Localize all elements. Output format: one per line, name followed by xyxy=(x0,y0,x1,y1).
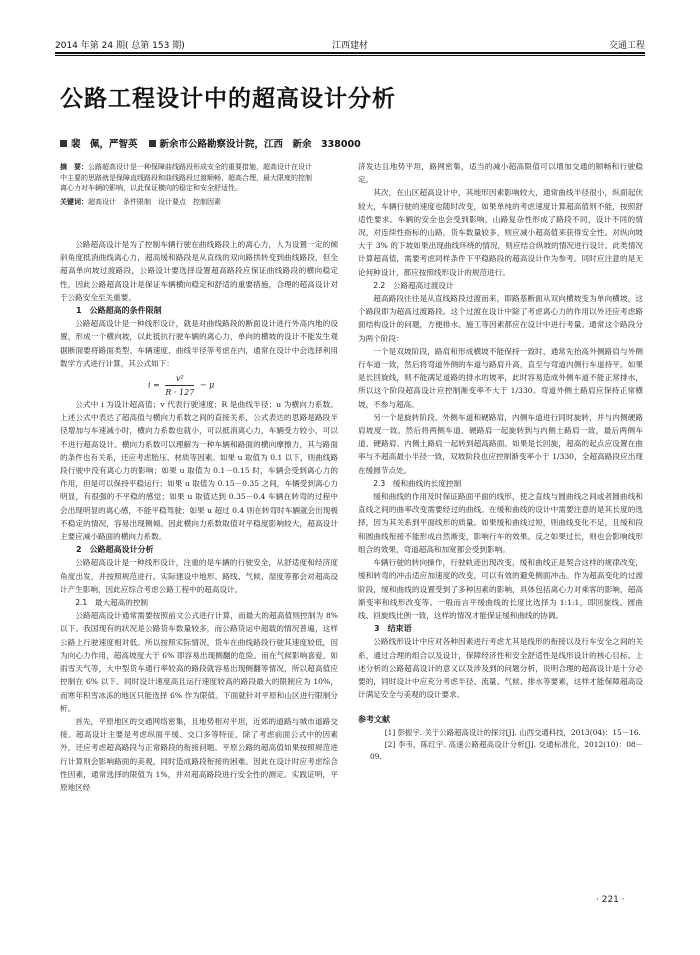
formula-block xyxy=(60,370,338,398)
formula-lhs: i = xyxy=(148,380,160,390)
author-names: 裴 佩，严智英 xyxy=(71,139,138,150)
section-heading: 2 公路超高设计分析 xyxy=(76,545,154,555)
paragraph: 公路超高设计是为了控制车辆行驶在曲线路段上的离心力，人为设置一定的倾斜角度抵消曲线离心力，超高缓和路段是从直线的双向路拱转变到曲线路段，但全超高单向坡过渡路段，公路设计要选择设置超高路段应保证曲线路段的横向稳定性，因此公路超高设计是保证车辆横向稳定和舒适的重要措施，合理的超高设计对于公路安全至关重要。 xyxy=(60,240,338,302)
keywords-label: 关键词： xyxy=(60,197,88,206)
header-journal: 江西建材 xyxy=(331,41,368,51)
subsection-heading: 2.1 最大超高的控制 xyxy=(75,598,149,608)
running-header xyxy=(55,38,645,52)
paragraph: 其次，在山区超高设计中，其地形因素影响较大，通常曲线半径很小，纵面起伏较大，车辆行驶的速度也随时改变，如果单纯的考虑速度计算超高值则不能，按照舒适性要求。车辆的安全也会受到影响。山路复杂性形成了路段不同，设计不同的情况，对连续性指标的山路，货车数量较多，则应减小超高值来获得安全性。对纵向坡大于 3% 的下坡如果出现曲线环绕的情况，则应结合纵坡的情况进行设计。此类情况计算超高值，需要考虑同样条件下平稳路段的超高设计作为参考。同时应注意的是无论何种设计，都应按照线形设计的规范进行。 xyxy=(358,188,643,277)
paragraph: 一个是双坡阶段，路肩和形成横坡不能保持一致时，通常先抬高外侧路肩与外侧行车道一致，然后将弯道外侧的车道与路肩升高，直至与弯道内侧行车道持平。如果是长回旋线，则不能满足道路的排水的坡率，此时容易造成外侧车道不能正常排水，所以这个阶段超高设计应控制渐变率不大于 1/330。弯道外侧土路肩应保持正常横坡，不参与超高。 xyxy=(358,346,643,409)
abstract-label: 摘 要： xyxy=(60,163,88,171)
subsection-heading: 2.2 公路超高过渡设计 xyxy=(373,280,454,290)
section-heading: 1 公路超高的条件限制 xyxy=(76,306,162,316)
reference-item: [1] 彭振宇. 关于公路超高设计的探讨[J]. 山西交通科技，2013(04)：15－16. xyxy=(384,727,641,737)
paragraph: 缓和曲线的作用及时保证路面平面的线形，使之直线与圆曲线之间或者圆曲线和直线之间的曲率改变需要经过的曲线。在缓和曲线的设计中需要注意的是其长度的选择，因为其关系到平面线形的质量。如果缓和曲线过短，则曲线变化不足，且缓和段和圆曲线衔接不能形成自然渐变，影响行车的效果。反之如果过长，则也会影响线形组合的效果，弯道超高和加宽都会受到影响。 xyxy=(358,492,643,554)
header-rule-thin xyxy=(55,55,645,56)
header-section: 交通工程 xyxy=(608,41,645,51)
formula-denominator: R · 127 xyxy=(165,388,195,398)
keywords-text: 超高设计 条件限制 设计要点 控制因素 xyxy=(88,197,221,206)
paragraph: 济发达且地势平坦，路网密集，适当的减小超高限值可以增加交通的顺畅和行驶稳定。 xyxy=(358,162,643,185)
paragraph: 超高路段往往是从直线路段过渡而来，即路基断面从双向横坡变为单向横坡，这个路段即为超高过渡路段。这个过渡在设计中除了考虑离心力的作用以外还应考虑路面结构设计的问题，方便排水、施工等因素都应在设计中进行考量。通常这个路段分为两个阶段： xyxy=(358,294,643,343)
formula-numerator: v² xyxy=(165,372,194,386)
paragraph: 公路超高设计通常需要按照前文公式进行计算，而最大的超高值则控制为 8% 以下。我国现有的状况是公路货车数量较多，而公路货运中超载的情况普遍，这样公路上行驶速度相对低。所以按照实际情况，货车在曲线路段行驶其速度较低，因为向心力作用，超高坡度大于 6% 即容易出现侧翻的危险。而在气候影响喜爱，如雨雪天气等，大中型货车通行率较高的路段就容易出现侧翻等情况，所以超高值应控制在 6% 以下。同时设计速度高且运行速度较高的路段最大的限制应为 10%，而寒年积雪冰冻的地区只能选择 6% 作为限值。下面就针对平原和山区进行限制分析。 xyxy=(60,611,338,713)
square-bullet-icon xyxy=(149,140,156,147)
author-line xyxy=(60,136,361,150)
page-number: · 221 · xyxy=(596,895,625,905)
formula xyxy=(148,372,214,399)
paragraph: 另一个是旋转阶段。外侧车道和硬路肩，内侧车道进行同时旋转，并与内侧硬路肩坡度一致。然后将两侧车道、硬路肩一起旋转到与内侧土路肩一致，最后两侧车道、硬路肩、内侧土路肩一起转到超高路面。如果是长回旋，超高的起点应设置在曲率与不超高最小半径一致，双坡阶段也应控制渐变率小于 1/330，全超高路段应出现在缓圆节点处。 xyxy=(358,412,643,475)
abstract-block xyxy=(60,162,318,207)
author-affiliation: 新余市公路勘察设计院，江西 新余 338000 xyxy=(159,139,361,150)
section-heading: 3 结束语 xyxy=(374,624,412,634)
references-heading: 参考文献 xyxy=(358,715,390,725)
reference-item: [2] 李韦，陈红宇. 高速公路超高设计分析[J]. 交通标准化，2012(10)：08－09. xyxy=(370,739,643,761)
paragraph: 公路超高设计是一种线形设计，注重的是车辆的行驶安全，从舒适度和经济度角度出发，并按照规范进行。实际建设中地形、路线、气候、湿度等都会对超高设计产生影响，因此应综合考虑公路工程中的超高设计。 xyxy=(60,558,338,594)
abstract-text: 公路超高设计是一种保障曲线路段形成安全的重要措施，超高设计在设计中主要的思路就是保障直线路段和曲线路段过渡顺畅，超高合理，最大限度的控制离心力对车辆的影响，以此保证横向的稳定和安全舒适性。 xyxy=(60,163,312,192)
paragraph: 车辆行驶的转向操作，行驶轨迹出现改变，缓和曲线正是契合这样的规律改变，缓和转弯的冲击适应加速度的改变，可以有效的避免侧面冲击。作为超高变化的过渡阶段，缓和曲线的设置受到了多种因素的影响，具体包括离心力对乘客的影响，超高渐变率和线形改变等。一般而言平缓曲线的长度比选择为 1:1:1，即回旋线、圆曲线、回旋线比例一致，这样的情况才能保证缓和曲线的协调。 xyxy=(358,558,643,620)
formula-fraction xyxy=(165,372,194,399)
paragraph: 首先，平原地区的交通网络密集，且地势相对平坦，近郊的道路与城市道路交接。超高设计主要是考虑纵面平缓、交口多等特征，除了考虑前面公式中的因素外，还应考虑超高路段与正常路段的衔接问题。平原公路的超高值如果按照规范进行计算则会影响路面的美观，同时造成路段衔接的困难。因此在设计时应考虑综合性因素，通常选择的限值为 1%，并对超高路段进行安全性的测定。实践证明，平原地区经 xyxy=(60,716,338,792)
paragraph: 公式中 i 为设计超高值；v 代表行驶速度；R 是曲线半径；u 为横向力系数。上述公式中表达了超高值与横向力系数之间的直接关系，公式表达的思路是路段半径增加与车速减小时，横向力系数也就小，可以抵消离心力，车辆受力较小，可以不进行超高设计。横向力系数可以理解为一种车辆和路面的横向摩擦力，其与路面的条件也有关系，还应考虑胎压、材质等因素。如果 u 取值为 0.1 以下，则曲线路段行驶中没有离心力的影响；如果 u 取值为 0.1－0.15 时，车辆会受到离心力的作用，但是可以保持平稳运行；如果 u 取值为 0.15－0.35 之间，车辆受到离心力明显，有很强的不平稳的感觉；如果 u 取值达到 0.35－0.4 车辆在转弯的过程中会出现明显的离心感，不能平稳驾驶；如果 u 超过 0.4 则在转弯时车辆就会出现极不稳定的情况，容易出现侧倾。因此横向力系数取值对平稳度影响较大，超高设计主要应减小路面的横向力系数。 xyxy=(60,400,338,542)
article-title: 公路工程设计中的超高设计分析 xyxy=(60,86,396,112)
formula-rhs: − μ xyxy=(199,380,215,390)
square-bullet-icon xyxy=(60,140,67,147)
header-rule xyxy=(55,52,645,54)
header-issue: 2014 年第 24 期( 总第 153 期) xyxy=(55,41,185,51)
paragraph: 公路线形设计中应对各种因素进行考虑尤其是线形的衔接以及行车安全之间的关系，通过合理的组合以及设计，保障经济性和安全舒适性是线形设计的核心目标。上述分析的公路超高设计的意义以及涉及到的问题分析，说明合理的超高设计是十分必要的，同时设计中应充分考虑半径、流量、气候、排水等要素，这样才能保障超高设计满足安全与美观的设计要求。 xyxy=(358,637,643,700)
right-column xyxy=(358,160,643,763)
paragraph: 公路超高设计是一种线形设计，就是对曲线路段的断面设计进行外高内地的设置，形成一个横向坡，以此抵抗行驶车辆的离心力，单向的横坡的设计不能发生观据断面要将路面类型、车辆速度、曲线半径等考虑在内，通常在设计中会选择利用数学方式进行计算，其公式如下： xyxy=(60,319,338,368)
subsection-heading: 2.3 缓和曲线的长度控制 xyxy=(373,478,462,488)
left-column xyxy=(60,238,338,794)
